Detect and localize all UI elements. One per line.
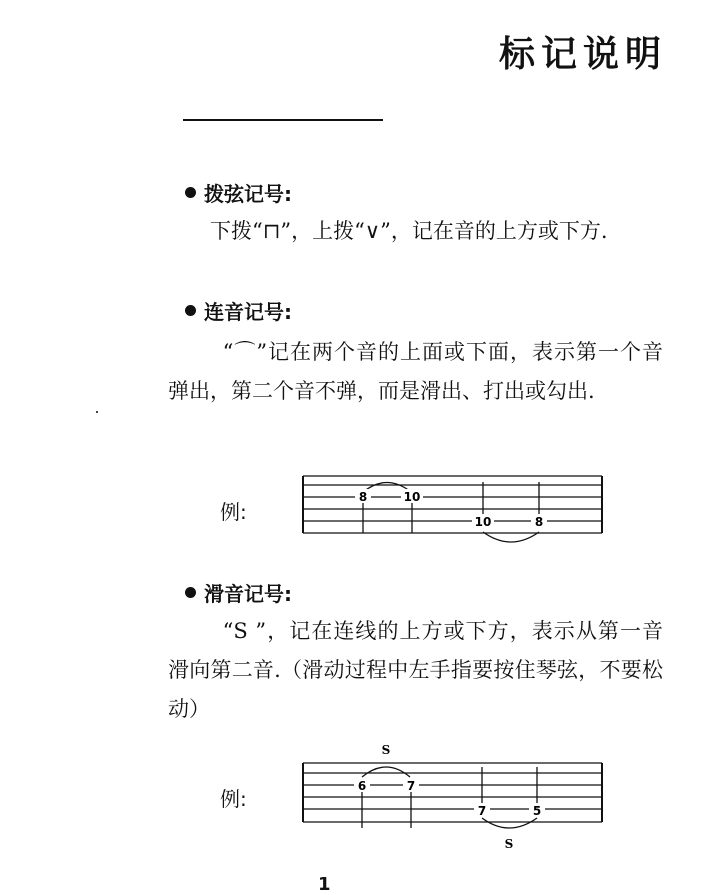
section-heading-slide bbox=[185, 578, 292, 607]
section-heading-legato bbox=[185, 296, 292, 325]
heading-text: 拨弦记号: bbox=[204, 182, 292, 206]
tab-note: 7 bbox=[477, 804, 487, 818]
slide-mark: S bbox=[381, 743, 391, 757]
section-heading-picking bbox=[185, 178, 292, 207]
slide-mark: S bbox=[504, 837, 514, 851]
tab-note: 6 bbox=[357, 779, 367, 793]
example-label: 例: bbox=[220, 787, 247, 811]
heading-text: 连音记号: bbox=[204, 300, 292, 324]
bullet-icon bbox=[185, 305, 196, 316]
tab-note: 5 bbox=[532, 804, 542, 818]
tab-note: 10 bbox=[474, 515, 492, 529]
page-number: 1 bbox=[318, 874, 331, 895]
heading-text: 滑音记号: bbox=[204, 582, 292, 606]
page-title: 标记说明 bbox=[498, 34, 667, 75]
tab-example-slide bbox=[300, 742, 610, 854]
tab-note: 8 bbox=[358, 490, 368, 504]
bullet-icon bbox=[185, 587, 196, 598]
tab-note: 10 bbox=[403, 490, 421, 504]
speck bbox=[96, 411, 98, 413]
bullet-icon bbox=[185, 187, 196, 198]
example-label: 例: bbox=[220, 500, 247, 524]
tab-example-legato bbox=[300, 468, 610, 550]
section-text-legato: “⌒”记在两个音的上面或下面，表示第一个音弹出，第二个音不弹，而是滑出、打出或勾出. bbox=[168, 340, 663, 403]
tab-note: 8 bbox=[534, 515, 544, 529]
tab-note: 7 bbox=[406, 779, 416, 793]
section-text-picking: 下拨“⊓”，上拨“∨”，记在音的上方或下方. bbox=[210, 219, 608, 243]
section-text-slide: “S ”，记在连线的上方或下方，表示从第一音滑向第二音.（滑动过程中左手指要按住琴弦，不要松动） bbox=[168, 619, 663, 721]
title-divider bbox=[183, 119, 383, 121]
